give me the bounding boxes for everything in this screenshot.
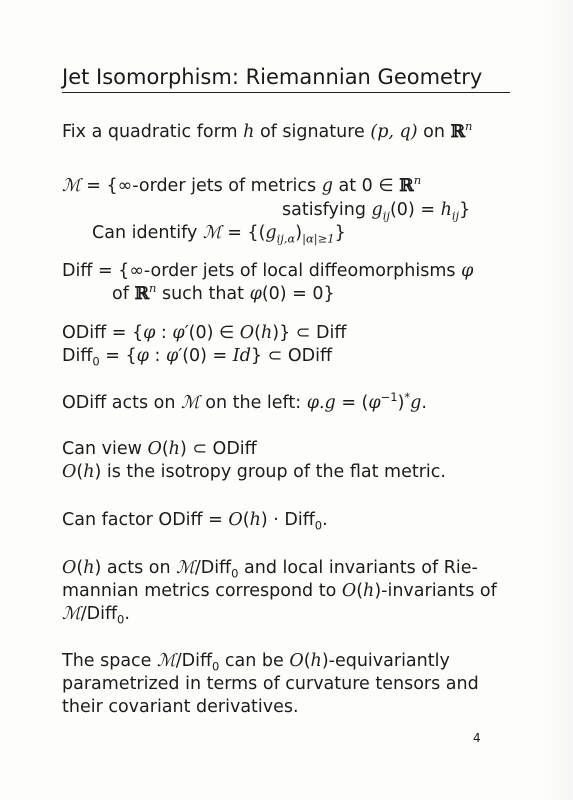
line-diff-condition: of ℝ$^n$ such that φ(0) = 0} bbox=[112, 281, 335, 304]
line-space-parametrized: The space ℳ/Diff$_0$ can be O(h)-equivariantly bbox=[62, 651, 450, 674]
line-M-diff0: ℳ/Diff$_0$. bbox=[62, 604, 130, 627]
line-M-definition: ℳ = {∞-order jets of metrics g at 0 ∈ ℝ$^n$ bbox=[62, 173, 422, 196]
line-curvature: parametrized in terms of curvature tensors and bbox=[62, 674, 479, 694]
scan-edge bbox=[543, 0, 573, 800]
line-riemannian-invariants: mannian metrics correspond to O(h)-invariants of bbox=[62, 581, 497, 601]
line-odiff-action: ODiff acts on ℳ on the left: $\varphi.g = (\varphi^{-1})^*g$. bbox=[62, 390, 427, 413]
page-number: 4 bbox=[473, 731, 481, 745]
line-quadratic-form: Fix a quadratic form h of signature (p, q) on ℝ$^n$ bbox=[62, 119, 473, 142]
line-Oh-acts: O(h) acts on ℳ/Diff$_0$ and local invariants of Rie- bbox=[62, 558, 478, 581]
line-view-Oh: Can view O(h) ⊂ ODiff bbox=[62, 439, 257, 459]
line-M-condition: satisfying $g_{ij}(0) = h_{ij}$} bbox=[282, 200, 471, 223]
line-odiff-definition: ODiff = {φ : φ′(0) ∈ O(h)} ⊂ Diff bbox=[62, 323, 347, 343]
line-identify-M: Can identify ℳ = $\{(g_{ij,\alpha})_{|\alpha|\ge 1}\}$ bbox=[92, 223, 346, 246]
line-diff-definition: Diff = {∞-order jets of local diffeomorphisms φ bbox=[62, 261, 474, 281]
line-derivatives: their covariant derivatives. bbox=[62, 697, 299, 717]
line-factor: Can factor ODiff = O(h) · Diff$_0$. bbox=[62, 510, 328, 533]
slide-title: Jet Isomorphism: Riemannian Geometry bbox=[62, 65, 483, 89]
title-underline bbox=[62, 92, 510, 93]
line-isotropy: O(h) is the isotropy group of the flat metric. bbox=[62, 462, 446, 482]
line-diff0-definition: Diff$_0$ = {φ : φ′(0) = Id} ⊂ ODiff bbox=[62, 346, 332, 369]
